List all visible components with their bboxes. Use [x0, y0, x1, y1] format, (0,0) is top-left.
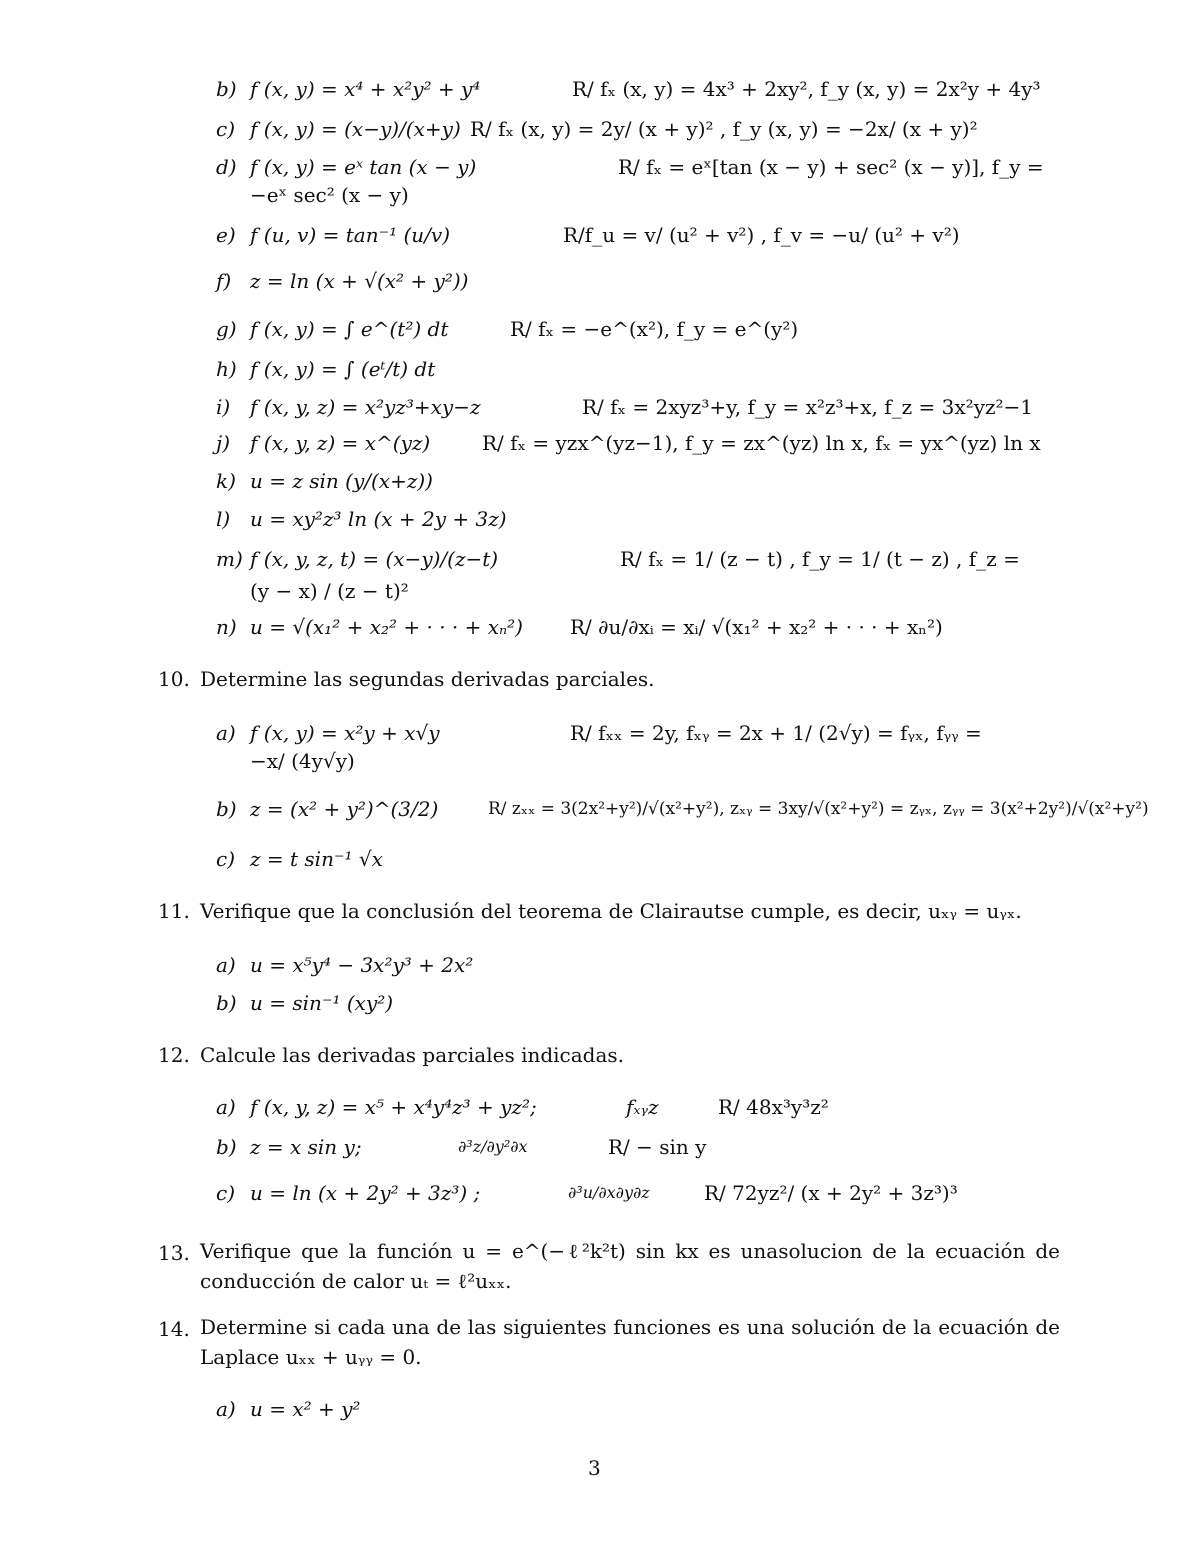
q9-item-label: d)	[216, 155, 237, 179]
q9-item-expr: u = z sin (y/(x+z))	[250, 469, 433, 493]
q9-item-answer: R/ fₓ (x, y) = 4x³ + 2xy², f_y (x, y) = 2x²y + 4y³	[572, 77, 1041, 101]
q9-item-answer: R/ fₓ (x, y) = 2y/ (x + y)² , f_y (x, y) = −2x/ (x + y)²	[470, 117, 978, 141]
q9-item-answer-cont: −eˣ sec² (x − y)	[250, 183, 409, 207]
q9-item-label: h)	[216, 357, 237, 381]
q9-item-label: j)	[216, 431, 231, 455]
q9-item-expr: f (x, y) = ∫ e^(t²) dt	[250, 317, 449, 341]
q12-item-label: a)	[216, 1095, 236, 1119]
q12-item-expr: u = ln (x + 2y² + 3z³) ;	[250, 1181, 481, 1205]
q9-item-answer: R/ fₓ = 2xyz³+y, f_y = x²z³+x, f_z = 3x²yz²−1	[582, 395, 1034, 419]
q10-item-expr: z = (x² + y²)^(3/2)	[250, 797, 439, 821]
q10-item-label: a)	[216, 721, 236, 745]
question-text: Verifique que la función u = e^(−ℓ²k²t) sin kx es unasolucion de la ecuación de conducción de calor uₜ = ℓ²uₓₓ.	[200, 1239, 1060, 1293]
q11-item-label: a)	[216, 953, 236, 977]
q9-item-answer: R/ fₓ = eˣ[tan (x − y) + sec² (x − y)], f_y =	[618, 155, 1044, 179]
q11-item-label: b)	[216, 991, 237, 1015]
q10-item-expr: z = t sin⁻¹ √x	[250, 847, 383, 871]
q12-item-answer: R/ − sin y	[608, 1135, 707, 1159]
q10-item-expr: f (x, y) = x²y + x√y	[250, 721, 440, 745]
q12-item-expr: z = x sin y;	[250, 1135, 362, 1159]
question-number: 10.	[158, 667, 190, 691]
q9-item-answer: R/ fₓ = 1/ (z − t) , f_y = 1/ (t − z) , f_z =	[620, 547, 1020, 571]
q10-item-answer: R/ zₓₓ = 3(2x²+y²)/√(x²+y²), zₓᵧ = 3xy/√(x²+y²) = zᵧₓ, zᵧᵧ = 3(x²+2y²)/√(x²+y²)	[488, 799, 1149, 819]
question-text: Calcule las derivadas parciales indicadas.	[200, 1043, 625, 1067]
q10-item-label: b)	[216, 797, 237, 821]
q9-item-label: i)	[216, 395, 231, 419]
question-text: Verifique que la conclusión del teorema de Clairautse cumple, es decir, uₓᵧ = uᵧₓ.	[200, 899, 1022, 923]
question-number: 11.	[158, 899, 190, 923]
q9-item-expr: f (x, y) = (x−y)/(x+y)	[250, 117, 461, 141]
q9-item-label: f)	[216, 269, 232, 293]
q9-item-label: n)	[216, 615, 237, 639]
q9-item-expr: f (x, y) = x⁴ + x²y² + y⁴	[250, 77, 481, 101]
q9-item-expr: f (x, y) = ∫ (eᵗ/t) dt	[250, 357, 436, 381]
q12-item-expr: f (x, y, z) = x⁵ + x⁴y⁴z³ + yz²;	[250, 1095, 537, 1119]
q12-item-deriv: ∂³u/∂x∂y∂z	[568, 1183, 650, 1202]
q9-item-label: b)	[216, 77, 237, 101]
q9-item-label: e)	[216, 223, 236, 247]
q9-item-answer: R/ fₓ = yzx^(yz−1), f_y = zx^(yz) ln x, fₓ = yx^(yz) ln x	[482, 431, 1041, 455]
q9-item-label: m)	[216, 547, 243, 571]
q9-item-expr: f (x, y, z) = x^(yz)	[250, 431, 431, 455]
q11-item-expr: u = sin⁻¹ (xy²)	[250, 991, 394, 1015]
question-number: 13.	[158, 1241, 190, 1265]
q9-item-answer: R/ fₓ = −e^(x²), f_y = e^(y²)	[510, 317, 799, 341]
q14-item-label: a)	[216, 1397, 236, 1421]
q9-item-expr: u = xy²z³ ln (x + 2y + 3z)	[250, 507, 507, 531]
q9-item-expr: u = √(x₁² + x₂² + · · · + xₙ²)	[250, 615, 523, 639]
question-text: Determine las segundas derivadas parciales.	[200, 667, 655, 691]
q9-item-expr: f (x, y) = eˣ tan (x − y)	[250, 155, 477, 179]
q9-item-answer-cont: (y − x) / (z − t)²	[250, 579, 409, 603]
q11-item-expr: u = x⁵y⁴ − 3x²y³ + 2x²	[250, 953, 474, 977]
q9-item-answer: R/f_u = v/ (u² + v²) , f_v = −u/ (u² + v²)	[563, 223, 960, 247]
q9-item-expr: f (x, y, z, t) = (x−y)/(z−t)	[250, 547, 499, 571]
question-number: 12.	[158, 1043, 190, 1067]
q12-item-label: c)	[216, 1181, 236, 1205]
q12-item-answer: R/ 72yz²/ (x + 2y² + 3z³)³	[704, 1181, 958, 1205]
page-number: 3	[588, 1456, 601, 1480]
q9-item-label: l)	[216, 507, 231, 531]
question-text: Determine si cada una de las siguientes funciones es una solución de la ecuación de Laplace uₓₓ + uᵧᵧ = 0.	[200, 1315, 1060, 1369]
q9-item-label: g)	[216, 317, 237, 341]
q12-item-label: b)	[216, 1135, 237, 1159]
question-number: 14.	[158, 1317, 190, 1341]
q12-item-deriv: ∂³z/∂y²∂x	[458, 1137, 528, 1156]
q14-item-expr: u = x² + y²	[250, 1397, 361, 1421]
q9-item-expr: f (u, v) = tan⁻¹ (u/v)	[250, 223, 451, 247]
q10-item-label: c)	[216, 847, 236, 871]
q9-item-expr: z = ln (x + √(x² + y²))	[250, 269, 469, 293]
q12-item-answer: R/ 48x³y³z²	[718, 1095, 829, 1119]
q12-item-deriv: fₓᵧz	[626, 1095, 659, 1119]
q9-item-expr: f (x, y, z) = x²yz³+xy−z	[250, 395, 481, 419]
q9-item-label: k)	[216, 469, 236, 493]
q10-item-answer: R/ fₓₓ = 2y, fₓᵧ = 2x + 1/ (2√y) = fᵧₓ, fᵧᵧ =	[570, 721, 982, 745]
q9-item-label: c)	[216, 117, 236, 141]
q10-item-answer-cont: −x/ (4y√y)	[250, 749, 355, 773]
q9-item-answer: R/ ∂u/∂xᵢ = xᵢ/ √(x₁² + x₂² + · · · + xₙ²)	[570, 615, 943, 639]
